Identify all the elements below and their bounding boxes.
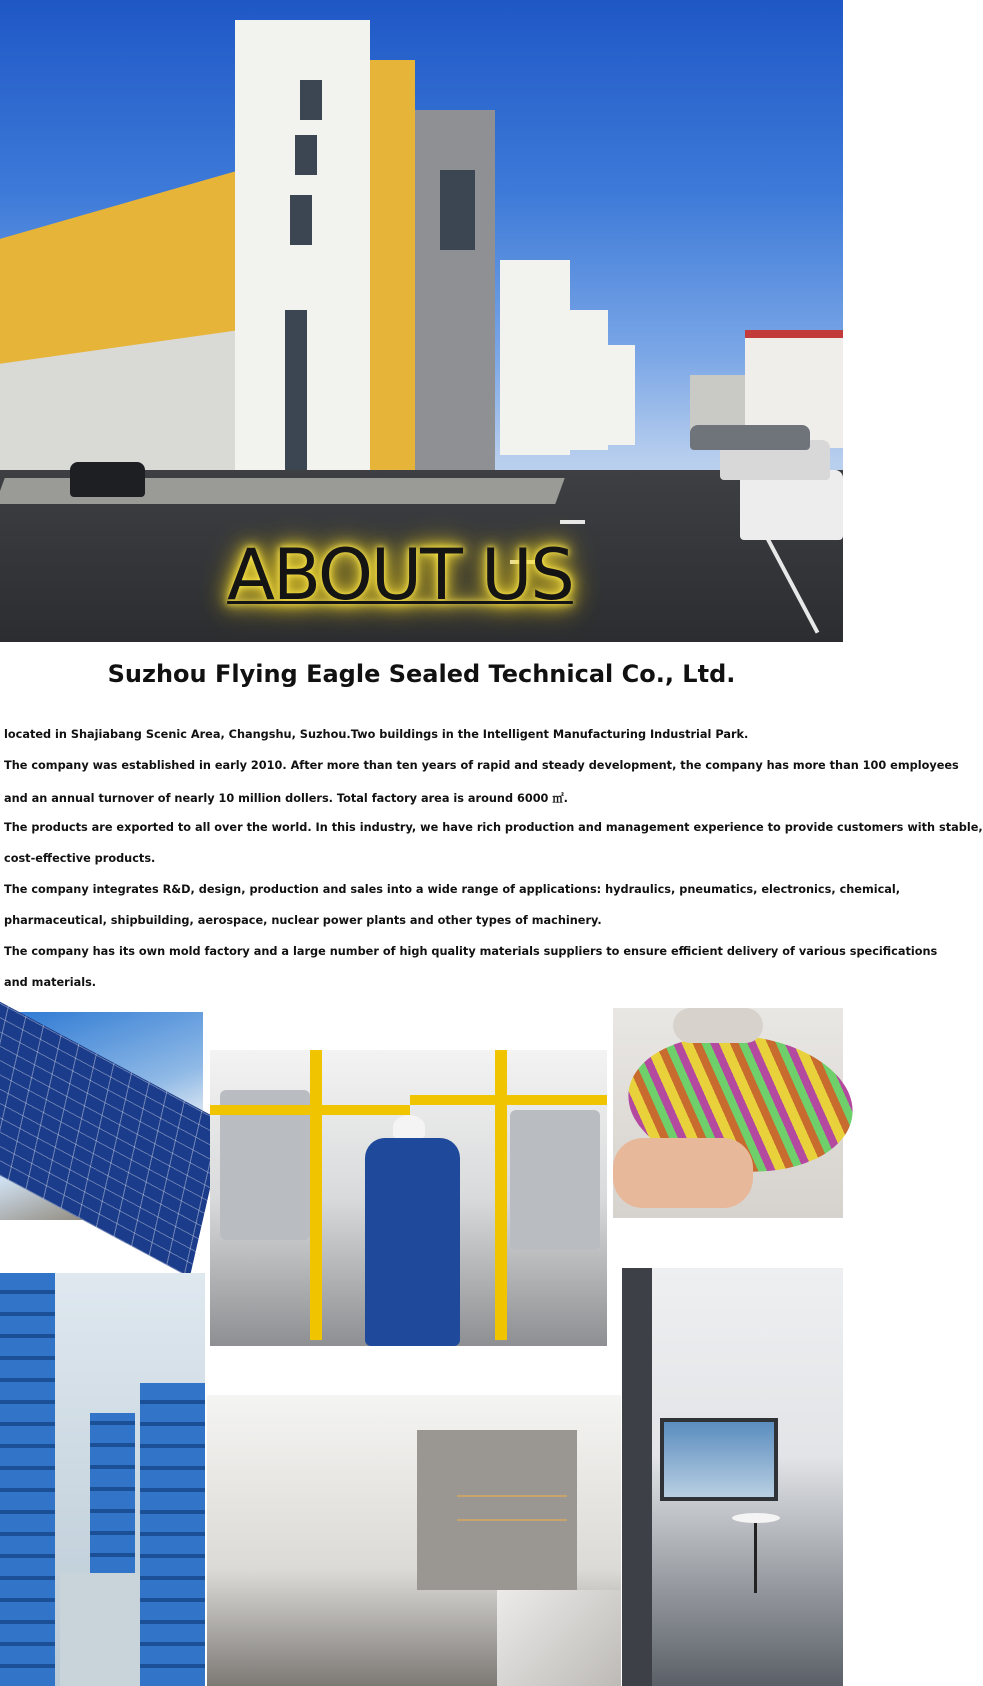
solar-panels	[0, 997, 225, 1278]
paragraph-line: pharmaceutical, shipbuilding, aerospace, nuclear power plants and other types of machinery.	[4, 914, 602, 927]
company-name: Suzhou Flying Eagle Sealed Technical Co., Ltd.	[107, 660, 736, 688]
silicon-wafer-photo	[613, 1008, 843, 1218]
parked-car	[740, 470, 843, 540]
paragraph-line: The company integrates R&D, design, production and sales into a wide range of applications: hydraulics, pneumatics, electronics, chemical,	[4, 883, 901, 896]
parked-car	[690, 425, 810, 450]
worker	[365, 1138, 460, 1346]
window	[295, 135, 317, 175]
building	[500, 260, 570, 455]
worker-helmet	[393, 1115, 425, 1139]
paragraph-line: The company has its own mold factory and a large number of high quality materials suppliers to ensure efficient delivery of various specifications	[4, 945, 938, 958]
glass-partition-frame	[622, 1268, 652, 1686]
warehouse-photo	[0, 1273, 205, 1686]
yellow-railing	[495, 1050, 507, 1340]
hero-banner	[0, 0, 843, 642]
yellow-railing	[410, 1095, 607, 1105]
solar-panel-photo	[0, 1012, 203, 1220]
paragraph-line: cost-effective products.	[4, 852, 156, 865]
reception-desk	[497, 1590, 621, 1686]
tower-grey-panel	[415, 110, 495, 470]
window	[660, 1418, 778, 1501]
warehouse-aisle	[60, 1573, 140, 1686]
tower-yellow-panel	[370, 60, 415, 485]
yellow-railing	[210, 1105, 410, 1115]
parked-car	[70, 462, 145, 497]
paragraph-line: and an annual turnover of nearly 10 million dollers. Total factory area is around 6000 ㎡.	[4, 792, 568, 805]
about-us-title: ABOUT US	[227, 534, 573, 616]
table-leg	[754, 1523, 757, 1593]
window	[285, 310, 307, 470]
warehouse-shelf	[140, 1383, 205, 1686]
hand	[613, 1138, 753, 1208]
paragraph-line: The company was established in early 2010. After more than ten years of rapid and steady development, the company has more than 100 employees	[4, 759, 959, 772]
window	[440, 170, 475, 250]
building	[568, 310, 608, 450]
hand	[673, 1008, 763, 1043]
pipe	[510, 1110, 600, 1250]
meeting-room-photo	[622, 1268, 843, 1686]
paragraph-line: The products are exported to all over the world. In this industry, we have rich production and management experience to provide customers with stable,	[4, 821, 983, 834]
paragraph-line: and materials.	[4, 976, 97, 989]
round-table	[732, 1513, 780, 1523]
window	[290, 195, 312, 245]
industrial-worker-photo	[210, 1050, 607, 1346]
window	[300, 80, 322, 120]
lobby-logo	[457, 1495, 567, 1521]
warehouse-shelf	[0, 1273, 55, 1686]
building	[605, 345, 635, 445]
road-marking	[560, 520, 585, 524]
reception-lobby-photo	[207, 1395, 621, 1686]
yellow-railing	[310, 1050, 322, 1340]
paragraph-line: located in Shajiabang Scenic Area, Changshu, Suzhou.Two buildings in the Intelligent Manufacturing Industrial Park.	[4, 728, 749, 741]
